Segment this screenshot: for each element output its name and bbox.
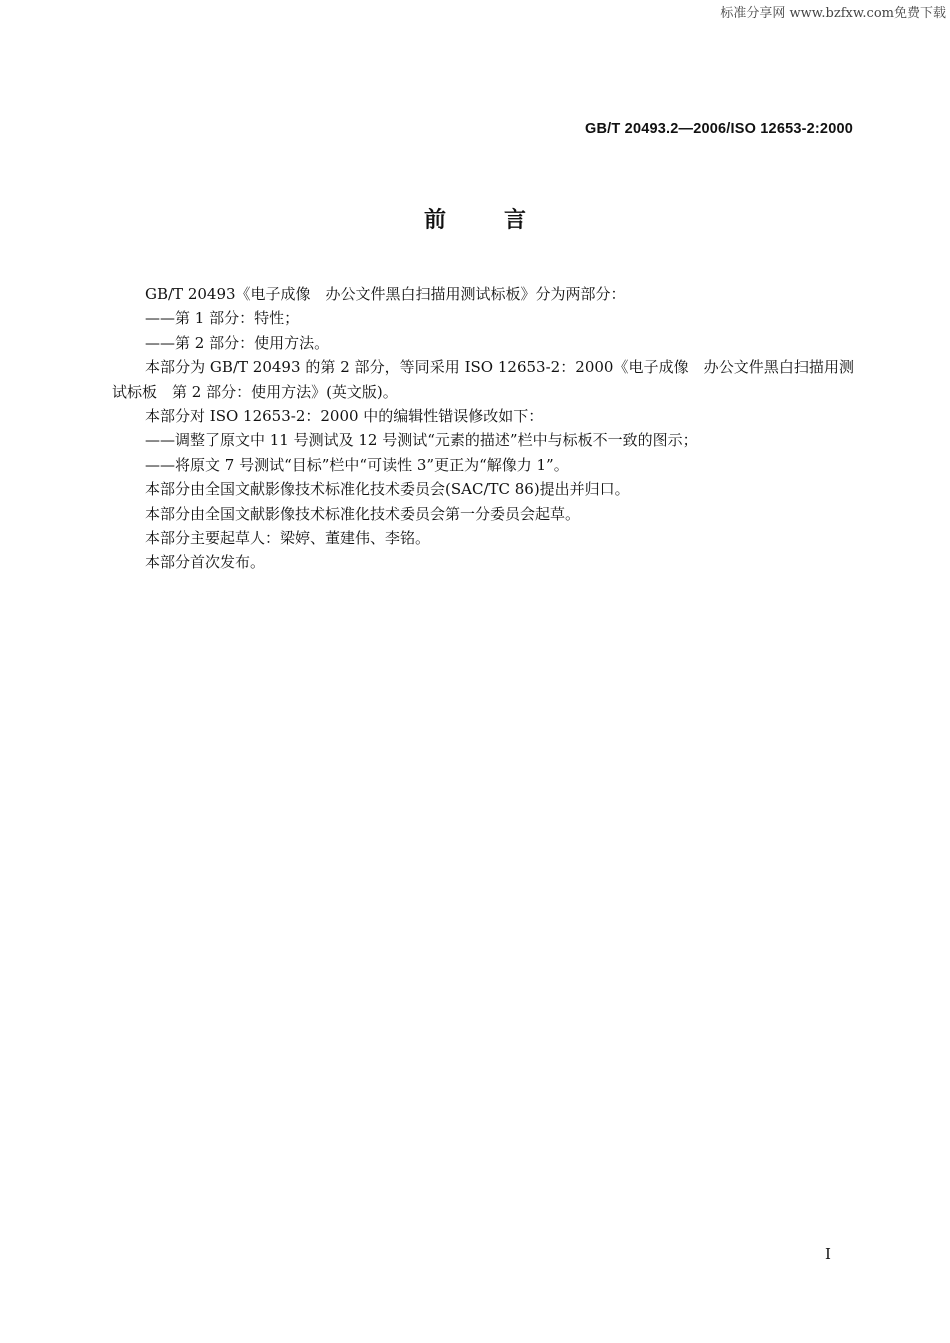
list-item-correction2: ——将原文 7 号测试“目标”栏中“可读性 3”更正为“解像力 1”。 — [145, 455, 569, 474]
standard-number: GB/T 20493.2—2006/ISO 12653-2:2000 — [585, 121, 853, 137]
paragraph-corrections: 本部分对 ISO 12653-2：2000 中的编辑性错误修改如下： — [145, 407, 544, 426]
page-title: 前言 — [423, 207, 584, 233]
paragraph-authors: 本部分主要起草人：梁婷、董建伟、李铭。 — [145, 529, 431, 548]
paragraph-first-release: 本部分首次发布。 — [145, 553, 266, 572]
paragraph-drafter: 本部分由全国文献影像技术标准化技术委员会第一分委员会起草。 — [145, 504, 581, 523]
paragraph-proposer: 本部分由全国文献影像技术标准化技术委员会(SAC/TC 86)提出并归口。 — [145, 480, 630, 499]
list-item-correction1: ——调整了原文中 11 号测试及 12 号测试“元素的描述”栏中与标板不一致的图示； — [145, 431, 698, 450]
foreword-body — [112, 282, 854, 575]
list-item-part2: ——第 2 部分：使用方法。 — [145, 333, 330, 352]
paragraph-intro: GB/T 20493《电子成像 办公文件黑白扫描用测试标板》分为两部分： — [145, 285, 626, 303]
list-item-part1: ——第 1 部分：特性； — [145, 309, 300, 328]
page-number: I — [825, 1245, 831, 1263]
watermark-text: 标准分享网 www.bzfxw.com免费下载 — [720, 6, 946, 21]
paragraph-adoption: 本部分为 GB/T 20493 的第 2 部分，等同采用 ISO 12653-2：2000《电子成像 办公文件黑白扫描用测试标板 第 2 部分：使用方法》(英文版)。 — [112, 358, 854, 401]
